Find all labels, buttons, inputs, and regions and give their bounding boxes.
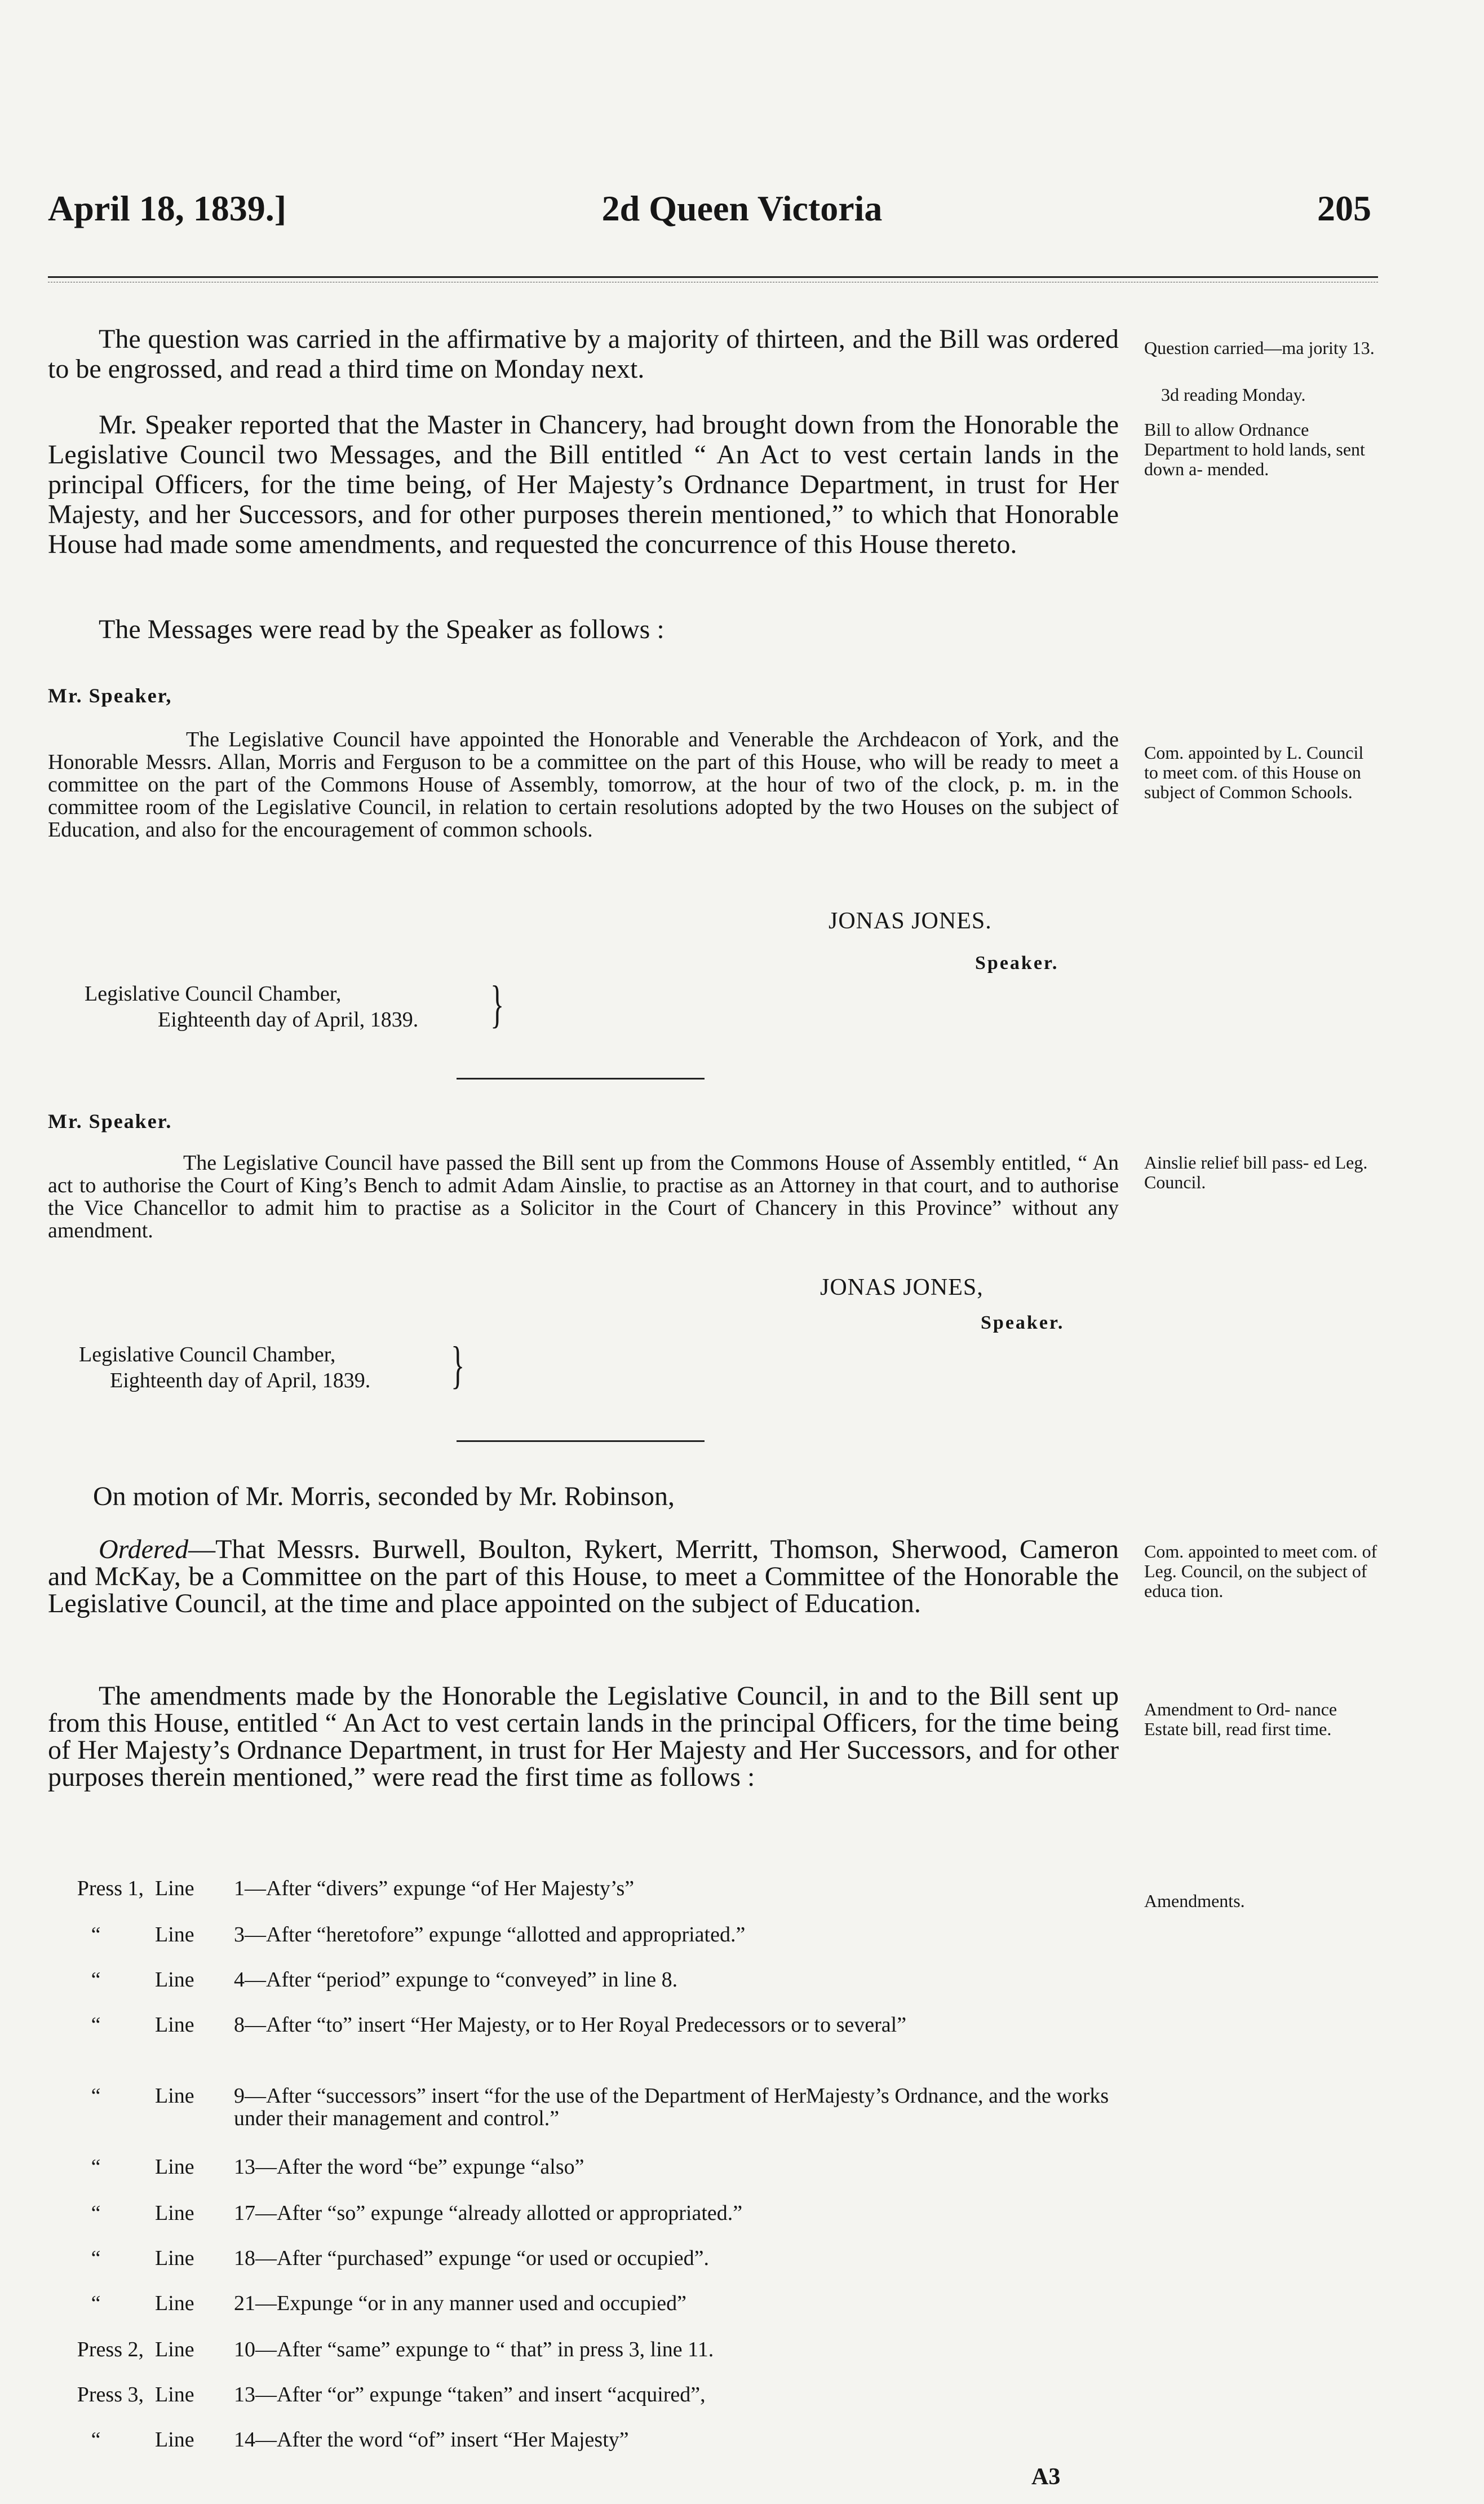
message1-chamber-line2: Eighteenth day of April, 1839. [158,1008,419,1032]
amendment-line: Line [155,2428,194,2452]
amendment-press: “ [91,2291,101,2315]
motion-intro: On motion of Mr. Morris, seconded by Mr. Robinson, [93,1481,675,1511]
amendment-press: Press 1, [77,1877,144,1900]
amendment-line: Line [155,1923,194,1946]
amendment-line: Line [155,1968,194,1992]
amendment-line: Line [155,2246,194,2270]
message2-chamber [79,1342,370,1393]
margin-note-ordnance-amendment: Amendment to Ord- nance Estate bill, read first time. [1144,1699,1337,1739]
amendment-text: 18—After “purchased” expunge “or used or occupied”. [234,2246,710,2270]
header-title: 2d Queen Victoria [601,188,883,228]
amendment-press: “ [91,2428,101,2452]
message2-chamber-line1: Legislative Council Chamber, [79,1343,336,1366]
motion-ordered-text: —That Messrs. Burwell, Boulton, Rykert, Merritt, Thomson, Sherwood, Cameron and McKay, be a Committee on the part of this House, to meet a Committee of the Honorable the Legislative Council, at the time and place appointed on the subject of Education. [48,1534,1119,1618]
amendment-line: Line [155,1877,194,1900]
amendment-text: 9—After “successors” insert “for the use of the Department of HerMajesty’s Ordnance, and the works under their management and control.” [234,2084,1109,2130]
message1-signature-title: Speaker. [975,953,1059,974]
amendment-line: Line [155,2291,194,2315]
message1-body: The Legislative Council have appointed the Honorable and Venerable the Archdeacon of York, and the Honorable Messrs. Allan, Morris and Ferguson to be a committee on the part of this House, who will be ready to meet a committee on the part of the Commons House of Assembly, tomorrow, at the hour of two of the clock, p. m. in the committee room of the Legislative Council, in relation to certain resolutions adopted by the two Houses on the subject of Education, and also for the encouragement of common schools. [48,728,1119,842]
margin-note-common-schools: Com. appointed by L. Council to meet com. of this House on subject of Common Schools. [1144,742,1364,802]
message2-salutation: Mr. Speaker. [48,1110,172,1132]
amendment-press: “ [91,2084,101,2108]
amendment-text: 17—After “so” expunge “already allotted or appropriated.” [234,2201,743,2225]
amendment-text: 10—After “same” expunge to “ that” in press 3, line 11. [234,2338,714,2361]
header-rule [48,276,1378,278]
paragraph-question-carried: The question was carried in the affirmative by a majority of thirteen, and the Bill was ordered to be engrossed, and read a third time on Monday next. [48,324,1119,384]
amendment-line: Line [155,2155,194,2179]
margin-note-third-reading: 3d reading Monday. [1161,384,1306,405]
amendment-text: 14—After the word “of” insert “Her Majesty” [234,2428,629,2452]
paragraph-speaker-report: Mr. Speaker reported that the Master in Chancery, had brought down from the Honorable the Legislative Council two Messages, and the Bill entitled “ An Act to vest certain lands in the principal Officers, for the time being, of Her Majesty’s Ordnance Department, in trust for Her Majesty, and her Successors, and for other purposes therein mentioned,” to which that Honorable House had made some amendments, and requested the concurrence of this House thereto. [48,410,1119,559]
message1-chamber-line1: Legislative Council Chamber, [85,982,342,1006]
margin-note-education-committee: Com. appointed to meet com. of Leg. Council, on the subject of educa tion. [1144,1541,1377,1601]
amendments-intro: The amendments made by the Honorable the Legislative Council, in and to the Bill sent up from this House, entitled “ An Act to vest certain lands in the principal Officers, for the time being of Her Majesty’s Ordnance Department, in trust for Her Majesty and Her Successors, and for other purposes therein mentioned,” were read the first time as follows : [48,1681,1119,1792]
message1-chamber [85,981,418,1033]
motion-ordered [48,1536,1119,1617]
amendment-press: “ [91,2155,101,2179]
amendment-text: 13—After the word “be” expunge “also” [234,2155,584,2179]
message1-signature: JONAS JONES. [829,908,992,934]
divider-1 [457,1078,705,1080]
amendment-press: “ [91,2013,101,2037]
margin-note-amendments: Amendments. [1144,1891,1245,1911]
margin-note-ainslie: Ainslie relief bill pass- ed Leg. Council. [1144,1152,1368,1192]
amendment-press: Press 3, [77,2383,144,2406]
amendment-text: 4—After “period” expunge to “conveyed” in line 8. [234,1968,678,1992]
amendment-text: 13—After “or” expunge “taken” and insert “acquired”, [234,2383,706,2406]
message2-body: The Legislative Council have passed the Bill sent up from the Commons House of Assembly entitled, “ An act to authorise the Court of King’s Bench to admit Adam Ainslie, to practise as an Attorney in that court, and to authorise the Vice Chancellor to admit him to practise as a Solicitor in the Court of Chancery in this Province” without any amendment. [48,1151,1119,1242]
amendment-press: “ [91,2201,101,2225]
message1-brace: } [490,975,504,1033]
message2-signature-title: Speaker. [981,1312,1065,1333]
amendment-text: 3—After “heretofore” expunge “allotted and appropriated.” [234,1923,746,1946]
message2-chamber-line2: Eighteenth day of April, 1839. [110,1369,371,1392]
divider-2 [457,1440,705,1442]
signature-mark: A3 [1031,2464,1061,2490]
amendment-text: 21—Expunge “or in any manner used and occupied” [234,2291,687,2315]
amendment-text: 8—After “to” insert “Her Majesty, or to Her Royal Predecessors or to several” [234,2013,907,2037]
message2-brace: } [451,1336,465,1393]
header-date: April 18, 1839.] [48,188,287,228]
motion-ordered-label: Ordered [99,1534,189,1564]
message1-salutation: Mr. Speaker, [48,684,172,707]
amendments-list [48,1877,1119,2486]
amendment-press: “ [91,1968,101,1992]
amendment-press: Press 2, [77,2338,144,2361]
paragraph-messages-read: The Messages were read by the Speaker as follows : [99,614,665,644]
amendment-press: “ [91,2246,101,2270]
amendment-line: Line [155,2013,194,2037]
margin-note-question-carried: Question carried—ma jority 13. [1144,338,1375,358]
page-number: 205 [1317,188,1371,228]
amendment-line: Line [155,2383,194,2406]
amendment-text: 1—After “divers” expunge “of Her Majesty’s” [234,1877,635,1900]
amendment-press: “ [91,1923,101,1946]
amendment-line: Line [155,2201,194,2225]
amendment-line: Line [155,2084,194,2108]
margin-note-ordnance-bill: Bill to allow Ordnance Department to hold lands, sent down a- mended. [1144,419,1365,479]
amendment-line: Line [155,2338,194,2361]
message2-signature: JONAS JONES, [820,1275,984,1300]
